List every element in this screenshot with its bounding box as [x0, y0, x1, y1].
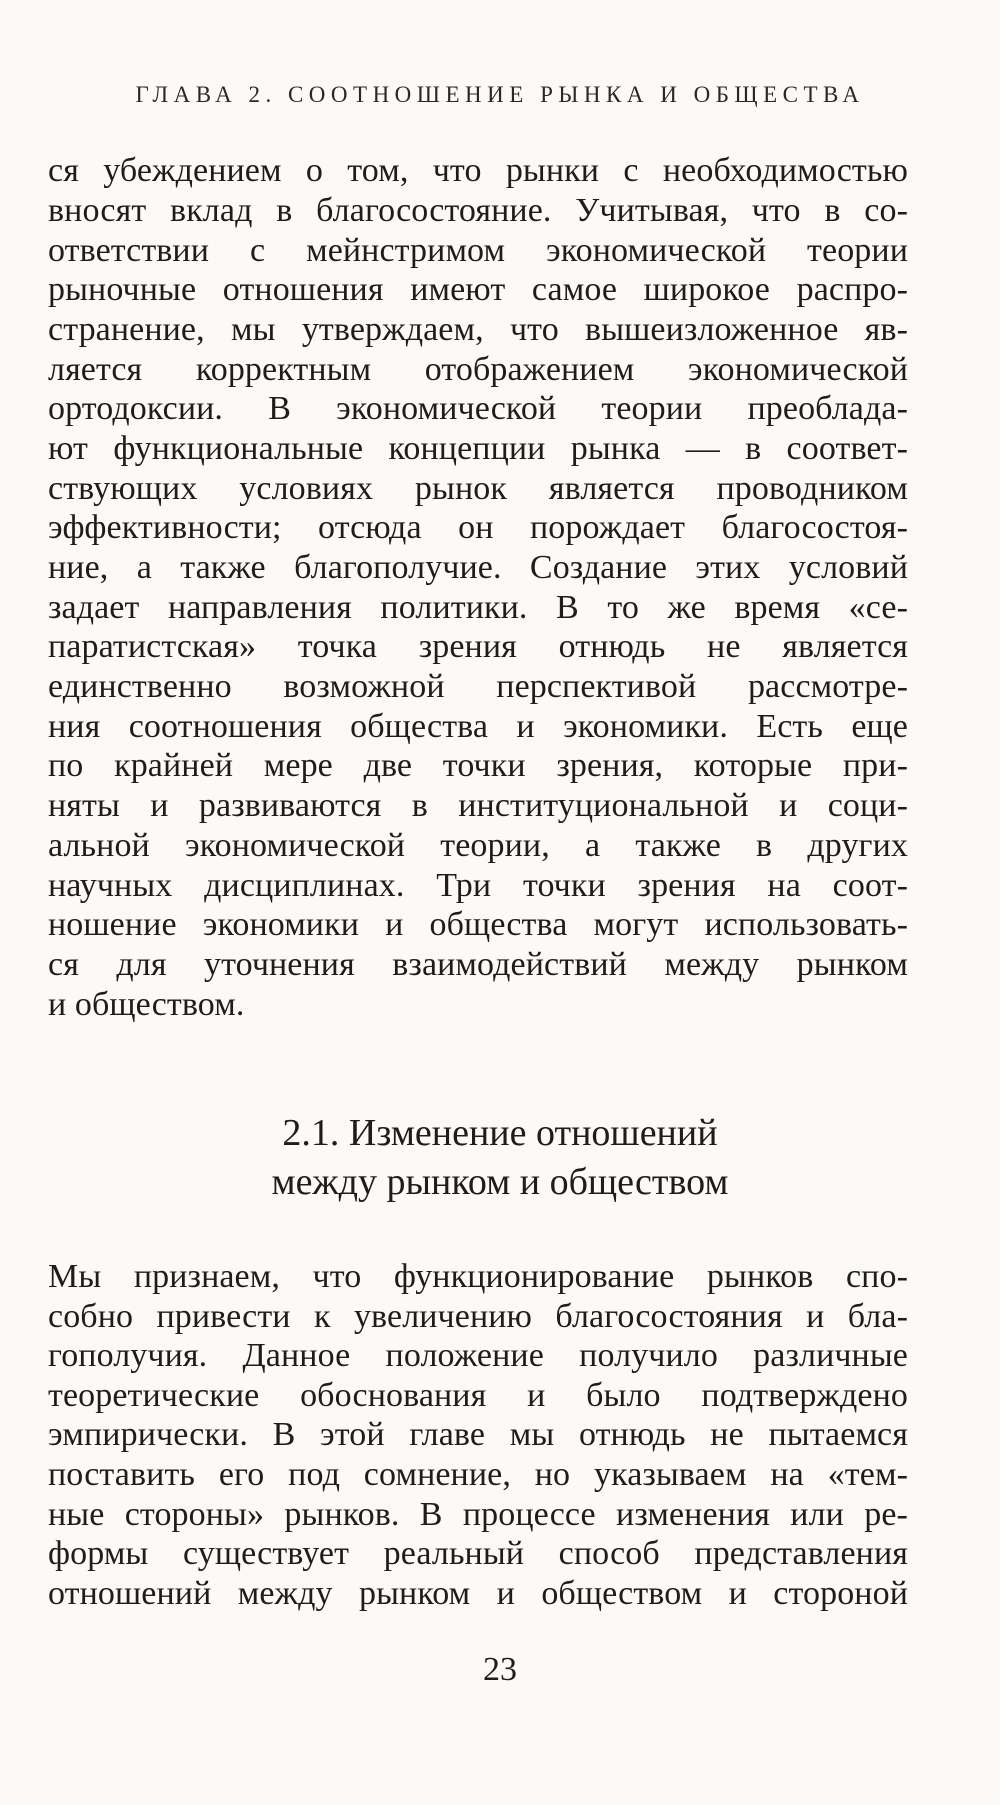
- text-line: Мы признаем, что функционирование рынков спо-: [48, 1258, 908, 1295]
- text-line: ные стороны» рынков. В процессе изменения или ре-: [48, 1496, 908, 1533]
- text-line: ношение экономики и общества могут использовать-: [48, 906, 908, 943]
- text-line: ствующих условиях рынок является проводником: [48, 470, 908, 507]
- text-line: вносят вклад в благосостояние. Учитывая, что в со-: [48, 192, 908, 229]
- text-line: паратистская» точка зрения отнюдь не является: [48, 628, 908, 665]
- text-line: эффективности; отсюда он порождает благосостоя-: [48, 509, 908, 546]
- text-line: теоретические обоснования и было подтверждено: [48, 1377, 908, 1414]
- text-line: ортодоксии. В экономической теории преоблада-: [48, 390, 908, 427]
- text-line: поставить его под сомнение, но указываем на «тем-: [48, 1456, 908, 1493]
- text-line: ответствии с мейнстримом экономической теории: [48, 232, 908, 269]
- text-line: ляется корректным отображением экономической: [48, 351, 908, 388]
- text-line: собно привести к увеличению благосостояния и бла-: [48, 1298, 908, 1335]
- text-line: формы существует реальный способ представления: [48, 1535, 908, 1572]
- text-line: няты и развиваются в институциональной и соци-: [48, 787, 908, 824]
- text-line: ся убеждением о том, что рынки с необходимостью: [48, 152, 908, 189]
- text-line: эмпирически. В этой главе мы отнюдь не пытаемся: [48, 1416, 908, 1453]
- text-line: рыночные отношения имеют самое широкое распро-: [48, 271, 908, 308]
- text-line: странение, мы утверждаем, что вышеизложенное яв-: [48, 311, 908, 348]
- section-heading-line: между рынком и обществом: [271, 1161, 729, 1203]
- text-line: ся для уточнения взаимодействий между рынком: [48, 946, 908, 983]
- text-line: ния соотношения общества и экономики. Есть еще: [48, 708, 908, 745]
- text-line: альной экономической теории, а также в других: [48, 827, 908, 864]
- running-head: ГЛАВА 2. СООТНОШЕНИЕ РЫНКА И ОБЩЕСТВА: [135, 82, 865, 107]
- text-line: ние, а также благополучие. Создание этих условий: [48, 549, 908, 586]
- page-number: 23: [483, 1651, 517, 1688]
- text-line: гополучия. Данное положение получило различные: [48, 1337, 908, 1374]
- text-line: задает направления политики. В то же время «се-: [48, 589, 908, 626]
- text-line: единственно возможной перспективой рассмотре-: [48, 668, 908, 705]
- text-line: научных дисциплинах. Три точки зрения на соот-: [48, 867, 908, 904]
- section-heading-line: 2.1. Изменение отношений: [282, 1112, 718, 1154]
- text-line: ют функциональные концепции рынка — в соответ-: [48, 430, 908, 467]
- text-line: и обществом.: [48, 986, 245, 1023]
- text-line: отношений между рынком и обществом и стороной: [48, 1575, 908, 1612]
- text-line: по крайней мере две точки зрения, которые при-: [48, 747, 908, 784]
